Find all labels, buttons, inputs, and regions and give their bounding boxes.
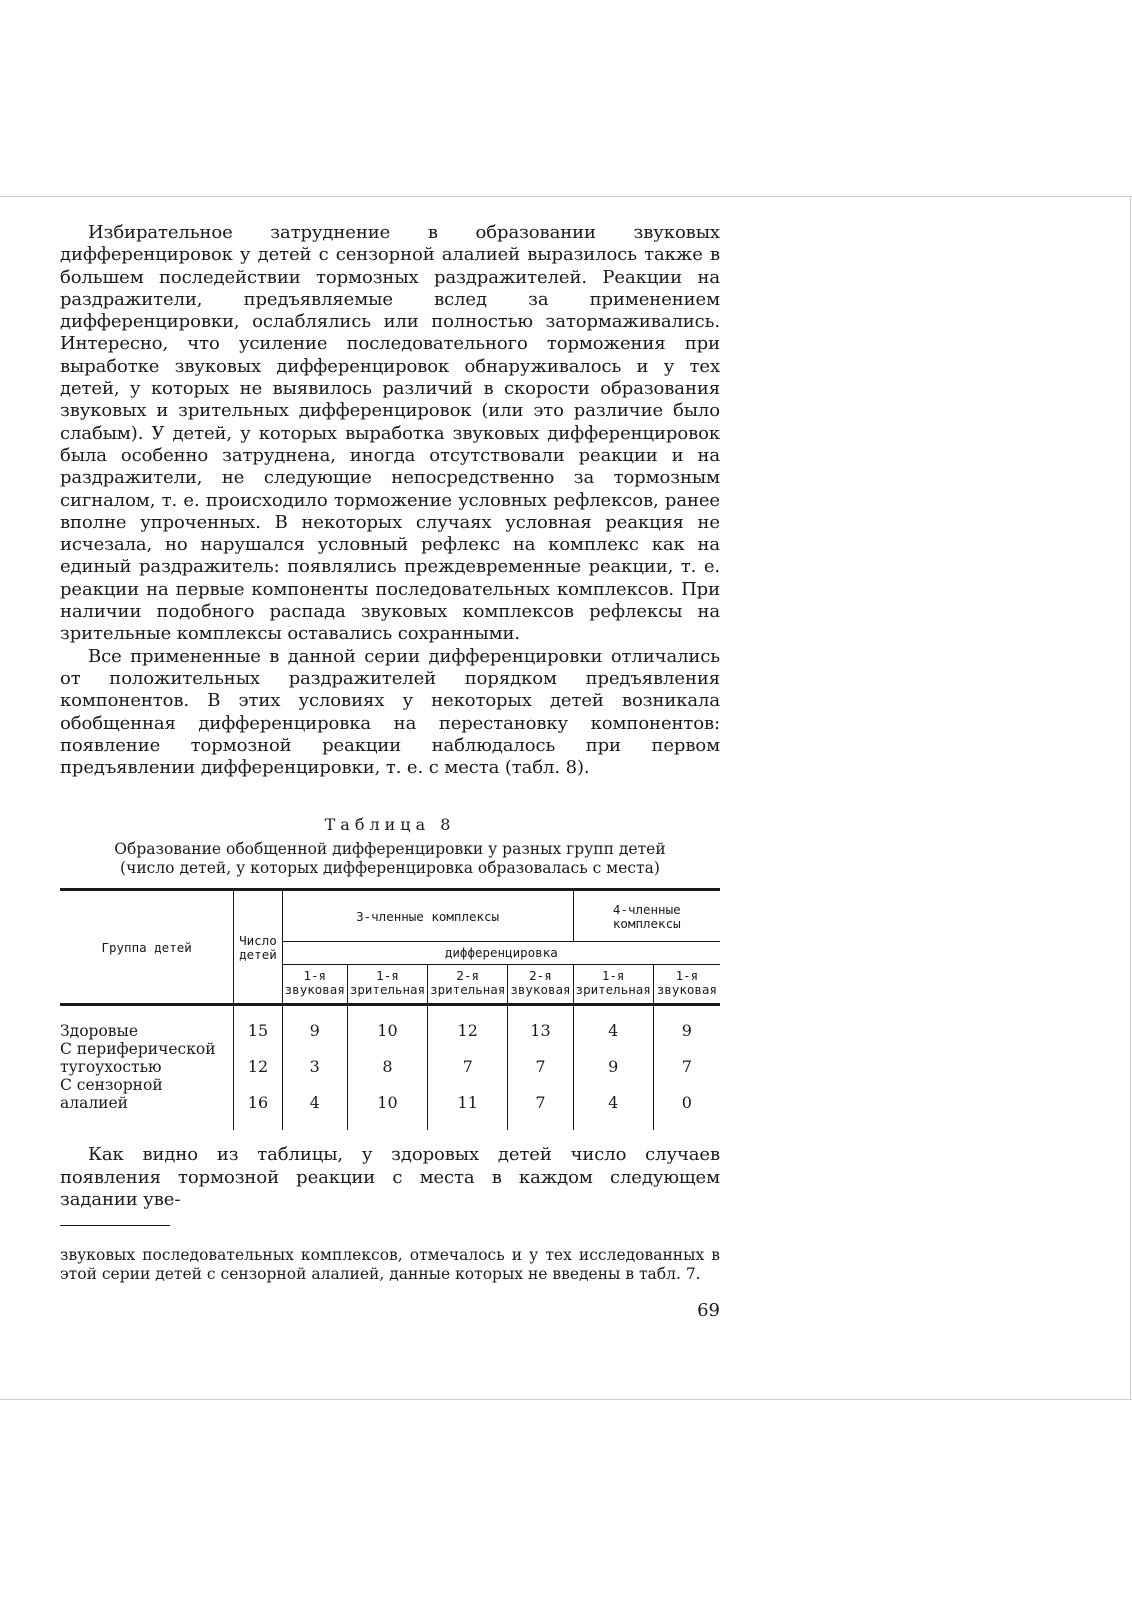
cell: 8 — [347, 1040, 427, 1076]
header-col-3: 2-я зрительная — [428, 965, 508, 1005]
cell: 12 — [428, 1005, 508, 1041]
cell: 13 — [508, 1005, 573, 1041]
cell: 12 — [234, 1040, 282, 1076]
header-col-1: 1-я звуковая — [282, 965, 347, 1005]
data-table — [60, 888, 720, 1130]
cell: 4 — [573, 1005, 653, 1041]
cell: 4 — [573, 1076, 653, 1130]
cell: 10 — [347, 1005, 427, 1041]
table-row — [60, 1076, 720, 1130]
cell: 7 — [653, 1040, 720, 1076]
footnote: звуковых последовательных комплексов, отмечалось и у тех исследованных в этой серии детей с сензорной алалией, данные которых не введены в табл. 7. — [60, 1246, 720, 1284]
header-col-5: 1-я зрительная — [573, 965, 653, 1005]
cell: 7 — [508, 1040, 573, 1076]
body-paragraph-2: Все примененные в данной серии дифференцировки отличались от положительных раздражителей порядком предъявления компонентов. В этих условиях у некоторых детей возникала обобщенная дифференцировка на перестановку компонентов: появление тормозной реакции наблюдалось при первом предъявлении дифференцировки, т. е. с места (табл. 8). — [60, 645, 720, 779]
scan-border-bottom — [0, 1399, 1132, 1400]
row-group-label: Здоровые — [60, 1022, 139, 1041]
cell: 7 — [428, 1040, 508, 1076]
cell: 3 — [282, 1040, 347, 1076]
body-paragraph-3: Как видно из таблицы, у здоровых детей число случаев появления тормозной реакции с места в каждом следующем задании уве- — [60, 1144, 720, 1211]
cell: 10 — [347, 1076, 427, 1130]
table-caption: Таблица 8 — [324, 815, 456, 835]
header-four-member: 4-членные комплексы — [573, 890, 720, 942]
header-group: Группа детей — [60, 890, 234, 1005]
header-col-4: 2-я звуковая — [508, 965, 573, 1005]
header-differentiation: дифференцировка — [282, 942, 720, 965]
table-row — [60, 1005, 720, 1041]
page-number: 69 — [697, 1300, 720, 1322]
cell: 9 — [282, 1005, 347, 1041]
header-col-6: 1-я звуковая — [653, 965, 720, 1005]
header-count: Число детей — [234, 890, 282, 1005]
cell: 9 — [653, 1005, 720, 1041]
scan-border-top — [0, 196, 1132, 197]
table-title-line: Образование обобщенной дифференцировки у разных групп детей — [114, 840, 666, 859]
table-row — [60, 1040, 720, 1076]
cell: 15 — [234, 1005, 282, 1041]
cell: 7 — [508, 1076, 573, 1130]
cell: 0 — [653, 1076, 720, 1130]
cell: 4 — [282, 1076, 347, 1130]
scan-border-right — [1130, 196, 1131, 1400]
row-group-label: С периферической тугоухостью — [60, 1040, 216, 1077]
cell: 9 — [573, 1040, 653, 1076]
cell: 16 — [234, 1076, 282, 1130]
body-paragraph-1: Избирательное затруднение в образовании звуковых дифференцировок у детей с сензорной алалией выразилось также в большем последействии тормозных раздражителей. Реакции на раздражители, предъявляемые вслед за применением дифференцировки, ослаблялись или полностью затормаживались. Интересно, что усиление последовательного торможения при выработке звуковых дифференцировок обнаруживалось и у тех детей, у которых не выявилось различий в скорости образования звуковых и зрительных дифференцировок (или это различие было слабым). У детей, у которых выработка звуковых дифференцировок была особенно затруднена, иногда отсутствовали реакции и на раздражители, не следующие непосредственно за тормозным сигналом, т. е. происходило торможение условных рефлексов, ранее вполне упроченных. В некоторых случаях условная реакция не исчезала, но нарушался условный рефлекс на комплекс как на единый раздражитель: появлялись преждевременные реакции, т. е. реакции на первые компоненты последовательных комплексов. При наличии подобного распада звуковых комплексов рефлексы на зрительные комплексы оставались сохранными. — [60, 222, 720, 645]
footnote-divider — [60, 1225, 170, 1226]
row-group-label: С сензорной алалией — [60, 1076, 163, 1113]
table-subtitle-line: (число детей, у которых дифференцировка образовалась с места) — [120, 859, 660, 878]
book-page — [60, 222, 720, 1321]
cell: 11 — [428, 1076, 508, 1130]
header-col-2: 1-я зрительная — [347, 965, 427, 1005]
header-three-member: 3-членные комплексы — [282, 890, 573, 942]
table-title — [60, 840, 720, 878]
